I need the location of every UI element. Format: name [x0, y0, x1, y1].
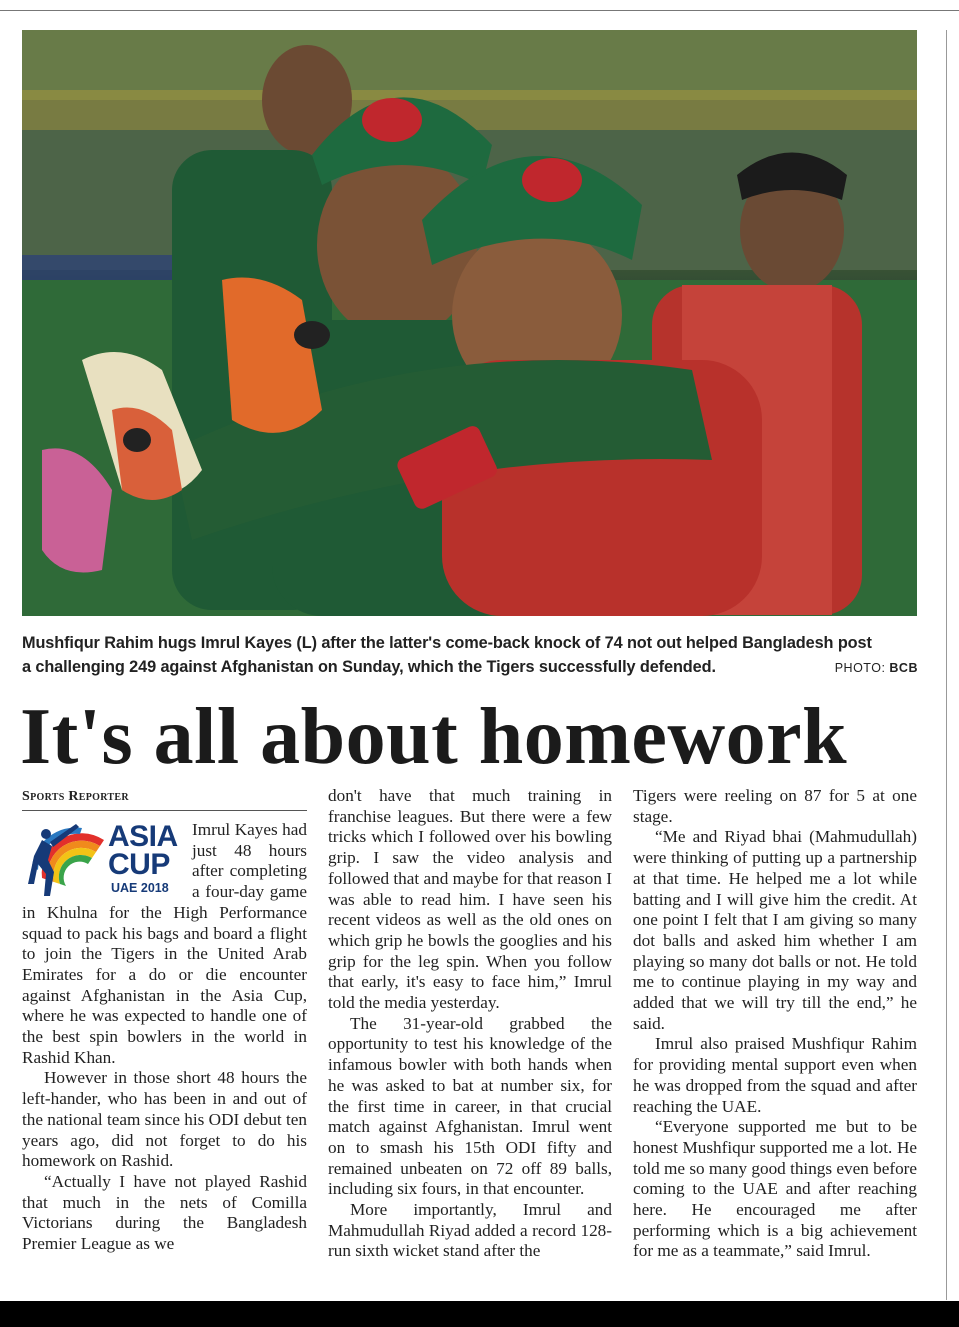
paragraph: “Everyone supported me but to be honest Mushfiqur supported me a lot. He told me so many good things even before coming to the UAE and after reaching here. He encouraged me after performing which is a big achievement for me as a teammate,” said Imrul.	[633, 1117, 918, 1261]
column-rule	[946, 30, 947, 1300]
paragraph: “Me and Riyad bhai (Mahmudullah) were thinking of putting up a partnership at that time. He helped me a lot while batting and I will give him the credit. At one point I felt that I am giving so many dot balls and asked him whether I am playing so many dot balls or not. He told me to continue playing in my way and added that we will try till the end,” he said.	[633, 827, 917, 1033]
article-column-2	[328, 786, 612, 1262]
paragraph: The 31-year-old grabbed the opportunity to test his knowledge of the infamous bowler with both hands when he was asked to bat at number six, for the first time in career, in that crucial match against Afghanistan. Imrul went on to smash his 15th ODI fifty and remained unbeaten on 72 off 89 balls, including six fours, in that encounter.	[328, 1013, 612, 1199]
headline: It's all about homework	[20, 693, 848, 781]
paragraph: Imrul also praised Mushfiqur Rahim for providing mental support even when he was dropped from the squad and after reaching the UAE.	[633, 1034, 917, 1116]
byline: Sports Reporter	[22, 786, 307, 811]
photo-credit-value: BCB	[889, 661, 918, 675]
article-column-1	[22, 786, 307, 1255]
top-rule	[0, 10, 959, 11]
logo-line-asia: ASIA	[108, 820, 178, 853]
paragraph: More importantly, Imrul and Mahmudullah Riyad added a record 128-run sixth wicket stand after the	[328, 1200, 612, 1261]
photo-credit-label: PHOTO:	[834, 661, 886, 675]
logo-line-uae: UAE 2018	[111, 881, 169, 895]
caption-line-1: Mushfiqur Rahim hugs Imrul Kayes (L) after the latter's come-back knock of 74 not out helped Bangladesh post	[22, 634, 872, 652]
logo-line-cup: CUP	[108, 848, 170, 881]
paragraph: However in those short 48 hours the left-hander, who has been in and out of the national team since his ODI debut ten years ago, did not forget to do his homework on Rashid.	[22, 1068, 307, 1171]
news-photo	[22, 30, 917, 616]
paragraph: Tigers were reeling on 87 for 5 at one stage.	[633, 786, 917, 826]
caption-line-2: a challenging 249 against Afghanistan on Sunday, which the Tigers successfully defended.	[22, 658, 716, 676]
batsman-logo-icon	[22, 820, 108, 900]
asia-cup-logo	[22, 820, 184, 900]
photo-credit	[835, 656, 918, 680]
bottom-band	[0, 1301, 959, 1327]
photo-icon	[22, 30, 917, 616]
article-column-3	[633, 786, 917, 1262]
paragraph: don't have that much training in franchise leagues. But there were a few tricks which I followed over his bowling grip. I saw the video analysis and followed that and maybe for that reason I was able to read him. I have seen his recent videos as well as the old ones on which grip he bowls the googlies and his grip for the leg spin. When you follow that early, it's easy to face him,” Imrul told the media yesterday.	[328, 786, 612, 1013]
photo-caption	[22, 631, 918, 679]
paragraph: “Actually I have not played Rashid that much in the nets of Comilla Victorians during the Bangladesh Premier League as we	[22, 1171, 307, 1254]
paragraph: Imrul Kayes had just 48 hours after completing a four-day game in Khulna for the High Performance squad to pack his bags and board a flight to join the Tigers in the United Arab Emirates for a do or die encounter against Afghanistan in the Asia Cup, where he was expected to handle one of the best spin bowlers in the world in Rashid Khan.	[22, 820, 307, 1067]
